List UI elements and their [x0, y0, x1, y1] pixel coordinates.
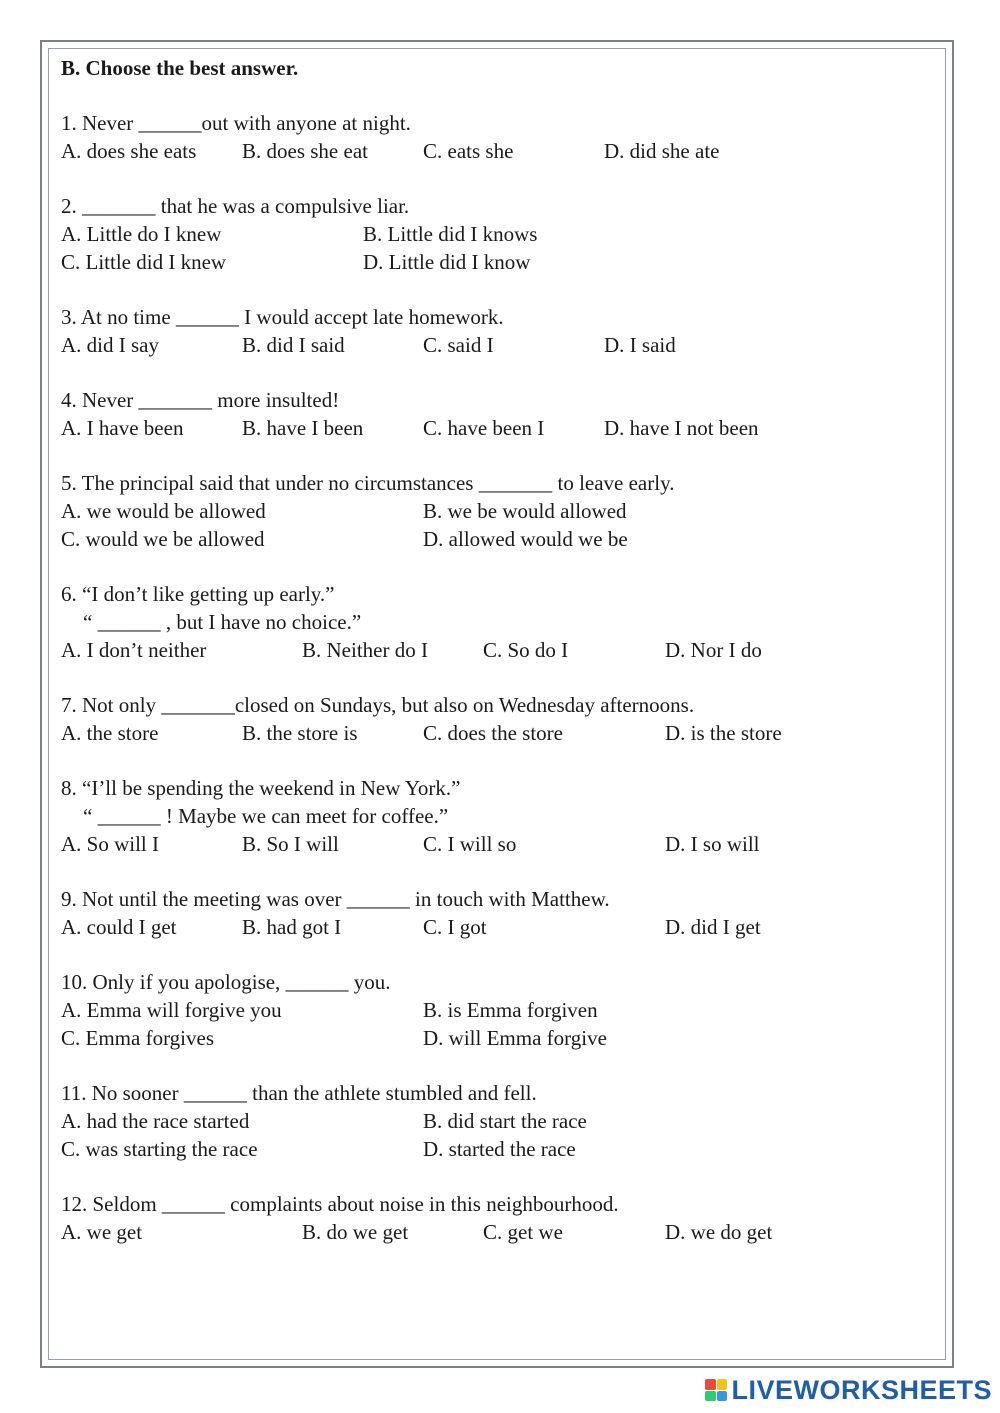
question-list [61, 109, 941, 1246]
answer-option-d[interactable]: D. I said [604, 333, 676, 357]
options-row [61, 414, 941, 442]
answer-option-c[interactable]: C. was starting the race [61, 1137, 258, 1161]
answer-option-d[interactable]: D. is the store [665, 721, 782, 745]
answer-option-c[interactable]: C. get we [483, 1220, 563, 1244]
answer-option-b[interactable]: B. have I been [242, 416, 364, 440]
answer-option-d[interactable]: D. Nor I do [665, 638, 762, 662]
answer-option-b[interactable]: B. did start the race [423, 1109, 587, 1133]
options-row [61, 1024, 941, 1052]
answer-option-c[interactable]: C. does the store [423, 721, 563, 745]
question-2 [61, 192, 941, 276]
answer-option-d[interactable]: D. I so will [665, 832, 760, 856]
answer-option-a[interactable]: A. does she eats [61, 139, 197, 163]
answer-option-b[interactable]: B. did I said [242, 333, 345, 357]
options-row [61, 497, 941, 525]
answer-option-d[interactable]: D. did I get [665, 915, 761, 939]
answer-option-a[interactable]: A. had the race started [61, 1109, 250, 1133]
answer-option-a[interactable]: A. I have been [61, 416, 184, 440]
answer-option-d[interactable]: D. did she ate [604, 139, 720, 163]
answer-option-b[interactable]: B. does she eat [242, 139, 368, 163]
answer-option-d[interactable]: D. Little did I know [363, 250, 531, 274]
options-row [61, 1218, 941, 1246]
answer-option-d[interactable]: D. will Emma forgive [423, 1026, 607, 1050]
options-row [61, 913, 941, 941]
liveworksheets-logo-text: LIVEWORKSHEETS [731, 1374, 992, 1405]
answer-option-a[interactable]: A. did I say [61, 333, 159, 357]
question-stem: 5. The principal said that under no circumstances _______ to leave early. [61, 471, 675, 495]
question-10 [61, 968, 941, 1052]
options-row [61, 636, 941, 664]
answer-option-c[interactable]: C. I will so [423, 832, 517, 856]
answer-option-d[interactable]: D. have I not been [604, 416, 759, 440]
answer-option-b[interactable]: B. we be would allowed [423, 499, 627, 523]
answer-option-c[interactable]: C. So do I [483, 638, 569, 662]
question-8 [61, 774, 941, 858]
liveworksheets-logo-icon [705, 1379, 727, 1401]
question-stem: 2. _______ that he was a compulsive liar. [61, 194, 410, 218]
section-title: B. Choose the best answer. [61, 56, 299, 80]
answer-option-c[interactable]: C. said I [423, 333, 494, 357]
options-row [61, 137, 941, 165]
options-row [61, 220, 941, 248]
answer-option-d[interactable]: D. started the race [423, 1137, 576, 1161]
question-stem: 9. Not until the meeting was over ______ in touch with Matthew. [61, 887, 610, 911]
question-stem-reply: “ ______ ! Maybe we can meet for coffee.” [83, 804, 449, 828]
question-5 [61, 469, 941, 553]
answer-option-a[interactable]: A. we get [61, 1220, 143, 1244]
question-stem: 7. Not only _______closed on Sundays, but also on Wednesday afternoons. [61, 693, 695, 717]
answer-option-c[interactable]: C. Little did I knew [61, 250, 227, 274]
options-row [61, 248, 941, 276]
answer-option-c[interactable]: C. would we be allowed [61, 527, 265, 551]
question-stem: 11. No sooner ______ than the athlete stumbled and fell. [61, 1081, 537, 1105]
answer-option-c[interactable]: C. Emma forgives [61, 1026, 215, 1050]
options-row [61, 996, 941, 1024]
answer-option-d[interactable]: D. we do get [665, 1220, 773, 1244]
answer-option-a[interactable]: A. the store [61, 721, 159, 745]
question-stem: 10. Only if you apologise, ______ you. [61, 970, 391, 994]
answer-option-a[interactable]: A. Emma will forgive you [61, 998, 282, 1022]
options-row [61, 1135, 941, 1163]
question-stem: 8. “I’ll be spending the weekend in New York.” [61, 776, 461, 800]
question-stem-reply: “ ______ , but I have no choice.” [83, 610, 362, 634]
answer-option-a[interactable]: A. So will I [61, 832, 160, 856]
answer-option-b[interactable]: B. So I will [242, 832, 339, 856]
answer-option-b[interactable]: B. is Emma forgiven [423, 998, 598, 1022]
options-row [61, 331, 941, 359]
question-3 [61, 303, 941, 359]
answer-option-a[interactable]: A. I don’t neither [61, 638, 207, 662]
answer-option-b[interactable]: B. Little did I knows [363, 222, 538, 246]
answer-option-b[interactable]: B. the store is [242, 721, 358, 745]
question-12 [61, 1190, 941, 1246]
question-6 [61, 580, 941, 664]
question-stem: 1. Never ______out with anyone at night. [61, 111, 411, 135]
answer-option-a[interactable]: A. could I get [61, 915, 177, 939]
question-1 [61, 109, 941, 165]
answer-option-a[interactable]: A. Little do I knew [61, 222, 222, 246]
answer-option-b[interactable]: B. had got I [242, 915, 342, 939]
answer-option-b[interactable]: B. do we get [302, 1220, 409, 1244]
answer-option-d[interactable]: D. allowed would we be [423, 527, 628, 551]
answer-option-c[interactable]: C. I got [423, 915, 487, 939]
answer-option-a[interactable]: A. we would be allowed [61, 499, 266, 523]
question-7 [61, 691, 941, 747]
options-row [61, 1107, 941, 1135]
liveworksheets-logo [705, 1373, 992, 1407]
question-11 [61, 1079, 941, 1163]
answer-option-c[interactable]: C. eats she [423, 139, 514, 163]
answer-option-b[interactable]: B. Neither do I [302, 638, 428, 662]
options-row [61, 719, 941, 747]
question-stem: 6. “I don’t like getting up early.” [61, 582, 335, 606]
worksheet-content [61, 54, 941, 1273]
question-stem: 4. Never _______ more insulted! [61, 388, 340, 412]
options-row [61, 525, 941, 553]
options-row [61, 830, 941, 858]
question-9 [61, 885, 941, 941]
question-4 [61, 386, 941, 442]
answer-option-c[interactable]: C. have been I [423, 416, 545, 440]
question-stem: 12. Seldom ______ complaints about noise in this neighbourhood. [61, 1192, 619, 1216]
question-stem: 3. At no time ______ I would accept late homework. [61, 305, 504, 329]
